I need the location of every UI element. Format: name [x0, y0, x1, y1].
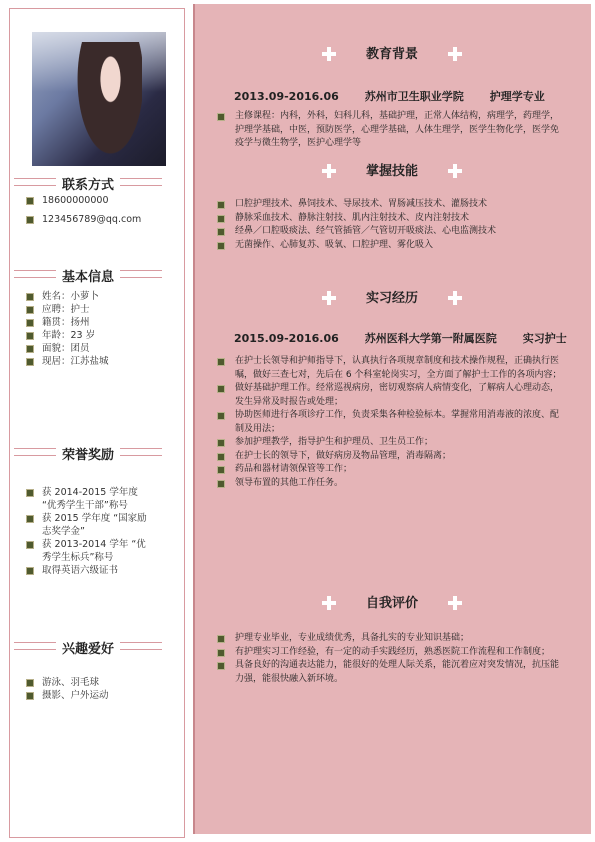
bullet-icon	[217, 228, 225, 236]
bullet-icon	[217, 466, 225, 474]
skills-heading: 掌握技能	[193, 160, 591, 180]
bullet-icon	[217, 242, 225, 250]
skill-item: 静脉采血技术、静脉注射技、肌内注射技术、皮内注射技术	[213, 212, 563, 226]
cross-icon	[322, 596, 336, 610]
political-status-item: 面貌：团员	[24, 342, 109, 355]
self-eval-heading: 自我评价	[193, 592, 591, 612]
internship-summary: 2015.09-2016.06 苏州医科大学第一附属医院 实习护士	[234, 332, 567, 345]
duty-item: 在护士长领导和护师指导下，认真执行各项规章制度和技术操作规程，正确执行医嘱，做好三查七对，先后在 6 个科室轮岗实习，全方面了解护士工作的各项内容；	[213, 355, 563, 382]
honors-list	[24, 486, 154, 577]
bullet-icon	[217, 412, 225, 420]
position-item: 应聘：护士	[24, 303, 109, 316]
contact-list	[24, 194, 141, 226]
hobby-item: 游泳、羽毛球	[24, 676, 109, 689]
cross-icon	[322, 47, 336, 61]
cross-icon	[322, 291, 336, 305]
profile-photo	[32, 32, 166, 166]
cross-icon	[448, 596, 462, 610]
skill-item: 口腔护理技术、鼻饲技术、导尿技术、胃肠减压技术、灌肠技术	[213, 198, 563, 212]
eval-item: 有护理实习工作经验，有一定的动手实践经历，熟悉医院工作流程和工作制度；	[213, 646, 563, 660]
bullet-icon	[26, 293, 34, 301]
cross-icon	[322, 164, 336, 178]
bullet-icon	[217, 439, 225, 447]
cross-icon	[448, 47, 462, 61]
bullet-icon	[217, 453, 225, 461]
bullet-icon	[217, 385, 225, 393]
bullet-icon	[26, 692, 34, 700]
honors-heading: 荣誉奖励	[14, 444, 162, 462]
email-item: 123456789@qq.com	[24, 213, 141, 226]
duty-item: 参加护理教学，指导护生和护理员、卫生员工作；	[213, 436, 563, 450]
residence-item: 现居：江苏盐城	[24, 355, 109, 368]
honor-item: 获 2015 学年度 “国家励志奖学金”	[24, 512, 154, 538]
bullet-icon	[26, 515, 34, 523]
bullet-icon	[217, 635, 225, 643]
basic-info-heading: 基本信息	[14, 266, 162, 284]
bullet-icon	[26, 332, 34, 340]
education-list	[213, 110, 563, 151]
education-heading: 教育背景	[193, 43, 591, 63]
hometown-item: 籍贯：扬州	[24, 316, 109, 329]
hobbies-heading: 兴趣爱好	[14, 638, 162, 656]
basic-info-list	[24, 290, 109, 368]
education-summary: 2013.09-2016.06 苏州市卫生职业学院 护理学专业	[234, 90, 545, 103]
skill-item: 经鼻／口腔吸痰法、经气管插管／气管切开吸痰法、心电监测技术	[213, 225, 563, 239]
internship-list	[213, 355, 563, 490]
contact-heading: 联系方式	[14, 174, 162, 192]
eval-item: 具备良好的沟通表达能力，能很好的处理人际关系，能沉着应对突发情况，抗压能力强，能很快融入新环境。	[213, 659, 563, 686]
eval-item: 护理专业毕业，专业成绩优秀，具备扎实的专业知识基础；	[213, 632, 563, 646]
skills-list	[213, 198, 563, 252]
hobbies-list	[24, 676, 109, 702]
duty-item: 协助医师进行各项诊疗工作，负责采集各种检验标本。掌握常用消毒液的浓度、配制及用法；	[213, 409, 563, 436]
honor-item: 获 2014-2015 学年度 “优秀学生干部”称号	[24, 486, 154, 512]
phone-item: 18600000000	[24, 194, 141, 207]
honor-item: 取得英语六级证书	[24, 564, 154, 577]
duty-item: 做好基础护理工作。经常巡视病房，密切观察病人病情变化，了解病人心理动态，发生异常及时报告或处理；	[213, 382, 563, 409]
bullet-icon	[26, 567, 34, 575]
bullet-icon	[26, 216, 34, 224]
bullet-icon	[217, 215, 225, 223]
bullet-icon	[217, 480, 225, 488]
bullet-icon	[217, 662, 225, 670]
bullet-icon	[26, 345, 34, 353]
name-item: 姓名：小萝卜	[24, 290, 109, 303]
skill-item: 无菌操作、心肺复苏、吸氧、口腔护理、雾化吸入	[213, 239, 563, 253]
age-item: 年龄：23 岁	[24, 329, 109, 342]
bullet-icon	[26, 489, 34, 497]
bullet-icon	[217, 201, 225, 209]
bullet-icon	[26, 319, 34, 327]
bullet-icon	[217, 358, 225, 366]
duty-item: 领导布置的其他工作任务。	[213, 477, 563, 491]
cross-icon	[448, 291, 462, 305]
self-eval-list	[213, 632, 563, 686]
hobby-item: 摄影、户外运动	[24, 689, 109, 702]
duty-item: 在护士长的领导下，做好病房及物品管理，消毒隔离；	[213, 450, 563, 464]
honor-item: 获 2013-2014 学年 “优秀学生标兵”称号	[24, 538, 154, 564]
bullet-icon	[217, 113, 225, 121]
bullet-icon	[26, 541, 34, 549]
cross-icon	[448, 164, 462, 178]
bullet-icon	[26, 679, 34, 687]
bullet-icon	[217, 649, 225, 657]
bullet-icon	[26, 306, 34, 314]
duty-item: 药品和器材请领保管等工作；	[213, 463, 563, 477]
bullet-icon	[26, 358, 34, 366]
internship-heading: 实习经历	[193, 287, 591, 307]
course-item: 主修课程：内科，外科，妇科儿科，基础护理，正常人体结构，病理学，药理学，护理学基础，中医，预防医学，心理学基础，人体生理学，医学生物化学，医学免疫学与微生物学，医护心理学等	[213, 110, 563, 151]
bullet-icon	[26, 197, 34, 205]
